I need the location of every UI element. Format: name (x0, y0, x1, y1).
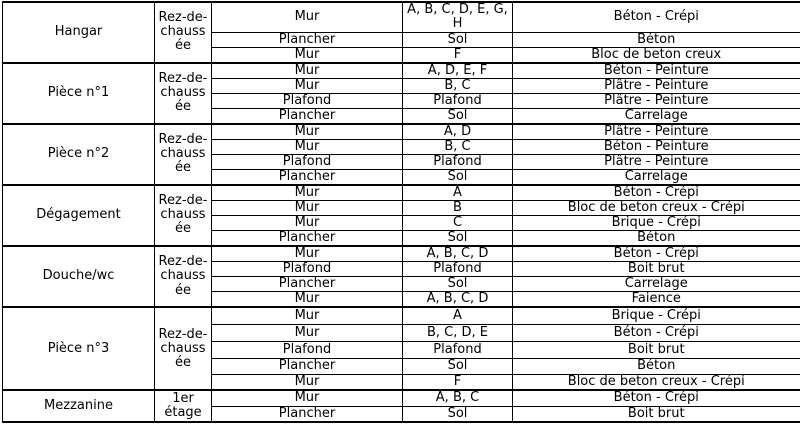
element-cell: Mur (212, 78, 403, 93)
floor-cell: Rez-de-chaussée (155, 2, 212, 63)
material-cell: Béton - Crépi (513, 324, 800, 341)
material-cell: Plâtre - Peinture (513, 154, 800, 169)
room-cell: Pièce n°1 (3, 63, 155, 124)
element-cell: Plancher (212, 277, 403, 292)
materials-table (2, 1, 800, 423)
room-cell: Mezzanine (3, 390, 155, 422)
material-cell: Plâtre - Peinture (513, 124, 800, 140)
zone-cell: B, C, D, E (403, 324, 513, 341)
table-row (3, 124, 800, 140)
element-cell: Plafond (212, 341, 403, 358)
material-cell: Carrelage (513, 169, 800, 185)
zone-cell: Sol (403, 108, 513, 124)
element-cell: Plancher (212, 169, 403, 185)
zone-cell: C (403, 215, 513, 230)
zone-cell: A, D, E, F (403, 63, 513, 79)
zone-cell: Plafond (403, 93, 513, 108)
material-cell: Plâtre - Peinture (513, 93, 800, 108)
zone-cell: Sol (403, 32, 513, 47)
element-cell: Plancher (212, 406, 403, 422)
zone-cell: A (403, 307, 513, 324)
material-cell: Boit brut (513, 406, 800, 422)
zone-cell: Plafond (403, 261, 513, 276)
element-cell: Plafond (212, 93, 403, 108)
zone-cell: B, C (403, 78, 513, 93)
material-cell: Brique - Crépi (513, 215, 800, 230)
material-cell: Béton - Crépi (513, 246, 800, 262)
element-cell: Mur (212, 246, 403, 262)
floor-cell: 1er étage (155, 390, 212, 422)
floor-cell: Rez-de-chaussée (155, 63, 212, 124)
zone-cell: Sol (403, 406, 513, 422)
zone-cell: A, B, C, D, E, G, H (403, 2, 513, 32)
material-cell: Boit brut (513, 341, 800, 358)
zone-cell: B (403, 200, 513, 215)
table-row (3, 246, 800, 262)
element-cell: Mur (212, 63, 403, 79)
material-cell: Béton - Peinture (513, 139, 800, 154)
zone-cell: Sol (403, 169, 513, 185)
material-cell: Béton - Crépi (513, 390, 800, 406)
room-cell: Dégagement (3, 185, 155, 246)
material-cell: Béton - Crépi (513, 185, 800, 201)
zone-cell: F (403, 47, 513, 63)
material-cell: Bloc de beton creux (513, 47, 800, 63)
material-cell: Béton (513, 358, 800, 374)
element-cell: Mur (212, 307, 403, 324)
room-cell: Hangar (3, 2, 155, 63)
material-cell: Bloc de beton creux - Crépi (513, 374, 800, 390)
table-row (3, 307, 800, 324)
zone-cell: A (403, 185, 513, 201)
element-cell: Mur (212, 215, 403, 230)
element-cell: Mur (212, 124, 403, 140)
table-row (3, 63, 800, 79)
table-body (3, 2, 800, 422)
material-cell: Carrelage (513, 108, 800, 124)
room-cell: Douche/wc (3, 246, 155, 307)
zone-cell: F (403, 374, 513, 390)
element-cell: Plancher (212, 358, 403, 374)
element-cell: Mur (212, 390, 403, 406)
material-cell: Bloc de beton creux - Crépi (513, 200, 800, 215)
zone-cell: A, B, C, D (403, 292, 513, 308)
floor-cell: Rez-de-chaussée (155, 246, 212, 307)
zone-cell: Plafond (403, 154, 513, 169)
element-cell: Plancher (212, 32, 403, 47)
material-cell: Brique - Crépi (513, 307, 800, 324)
element-cell: Mur (212, 139, 403, 154)
zone-cell: A, B, C, D (403, 246, 513, 262)
material-cell: Béton - Crépi (513, 2, 800, 32)
room-cell: Pièce n°2 (3, 124, 155, 185)
floor-cell: Rez-de-chaussée (155, 307, 212, 390)
material-cell: Béton (513, 230, 800, 246)
floor-cell: Rez-de-chaussée (155, 124, 212, 185)
zone-cell: Sol (403, 358, 513, 374)
zone-cell: Plafond (403, 341, 513, 358)
room-cell: Pièce n°3 (3, 307, 155, 390)
zone-cell: Sol (403, 230, 513, 246)
material-cell: Béton - Peinture (513, 63, 800, 79)
material-cell: Béton (513, 32, 800, 47)
table-row (3, 390, 800, 406)
element-cell: Plafond (212, 154, 403, 169)
element-cell: Mur (212, 200, 403, 215)
element-cell: Plancher (212, 230, 403, 246)
zone-cell: B, C (403, 139, 513, 154)
material-cell: Faience (513, 292, 800, 308)
element-cell: Mur (212, 374, 403, 390)
element-cell: Plafond (212, 261, 403, 276)
element-cell: Mur (212, 185, 403, 201)
zone-cell: Sol (403, 277, 513, 292)
zone-cell: A, D (403, 124, 513, 140)
material-cell: Plâtre - Peinture (513, 78, 800, 93)
element-cell: Plancher (212, 108, 403, 124)
element-cell: Mur (212, 47, 403, 63)
zone-cell: A, B, C (403, 390, 513, 406)
element-cell: Mur (212, 324, 403, 341)
element-cell: Mur (212, 2, 403, 32)
table-row (3, 2, 800, 32)
material-cell: Boit brut (513, 261, 800, 276)
table-row (3, 185, 800, 201)
floor-cell: Rez-de-chaussée (155, 185, 212, 246)
material-cell: Carrelage (513, 277, 800, 292)
element-cell: Mur (212, 292, 403, 308)
